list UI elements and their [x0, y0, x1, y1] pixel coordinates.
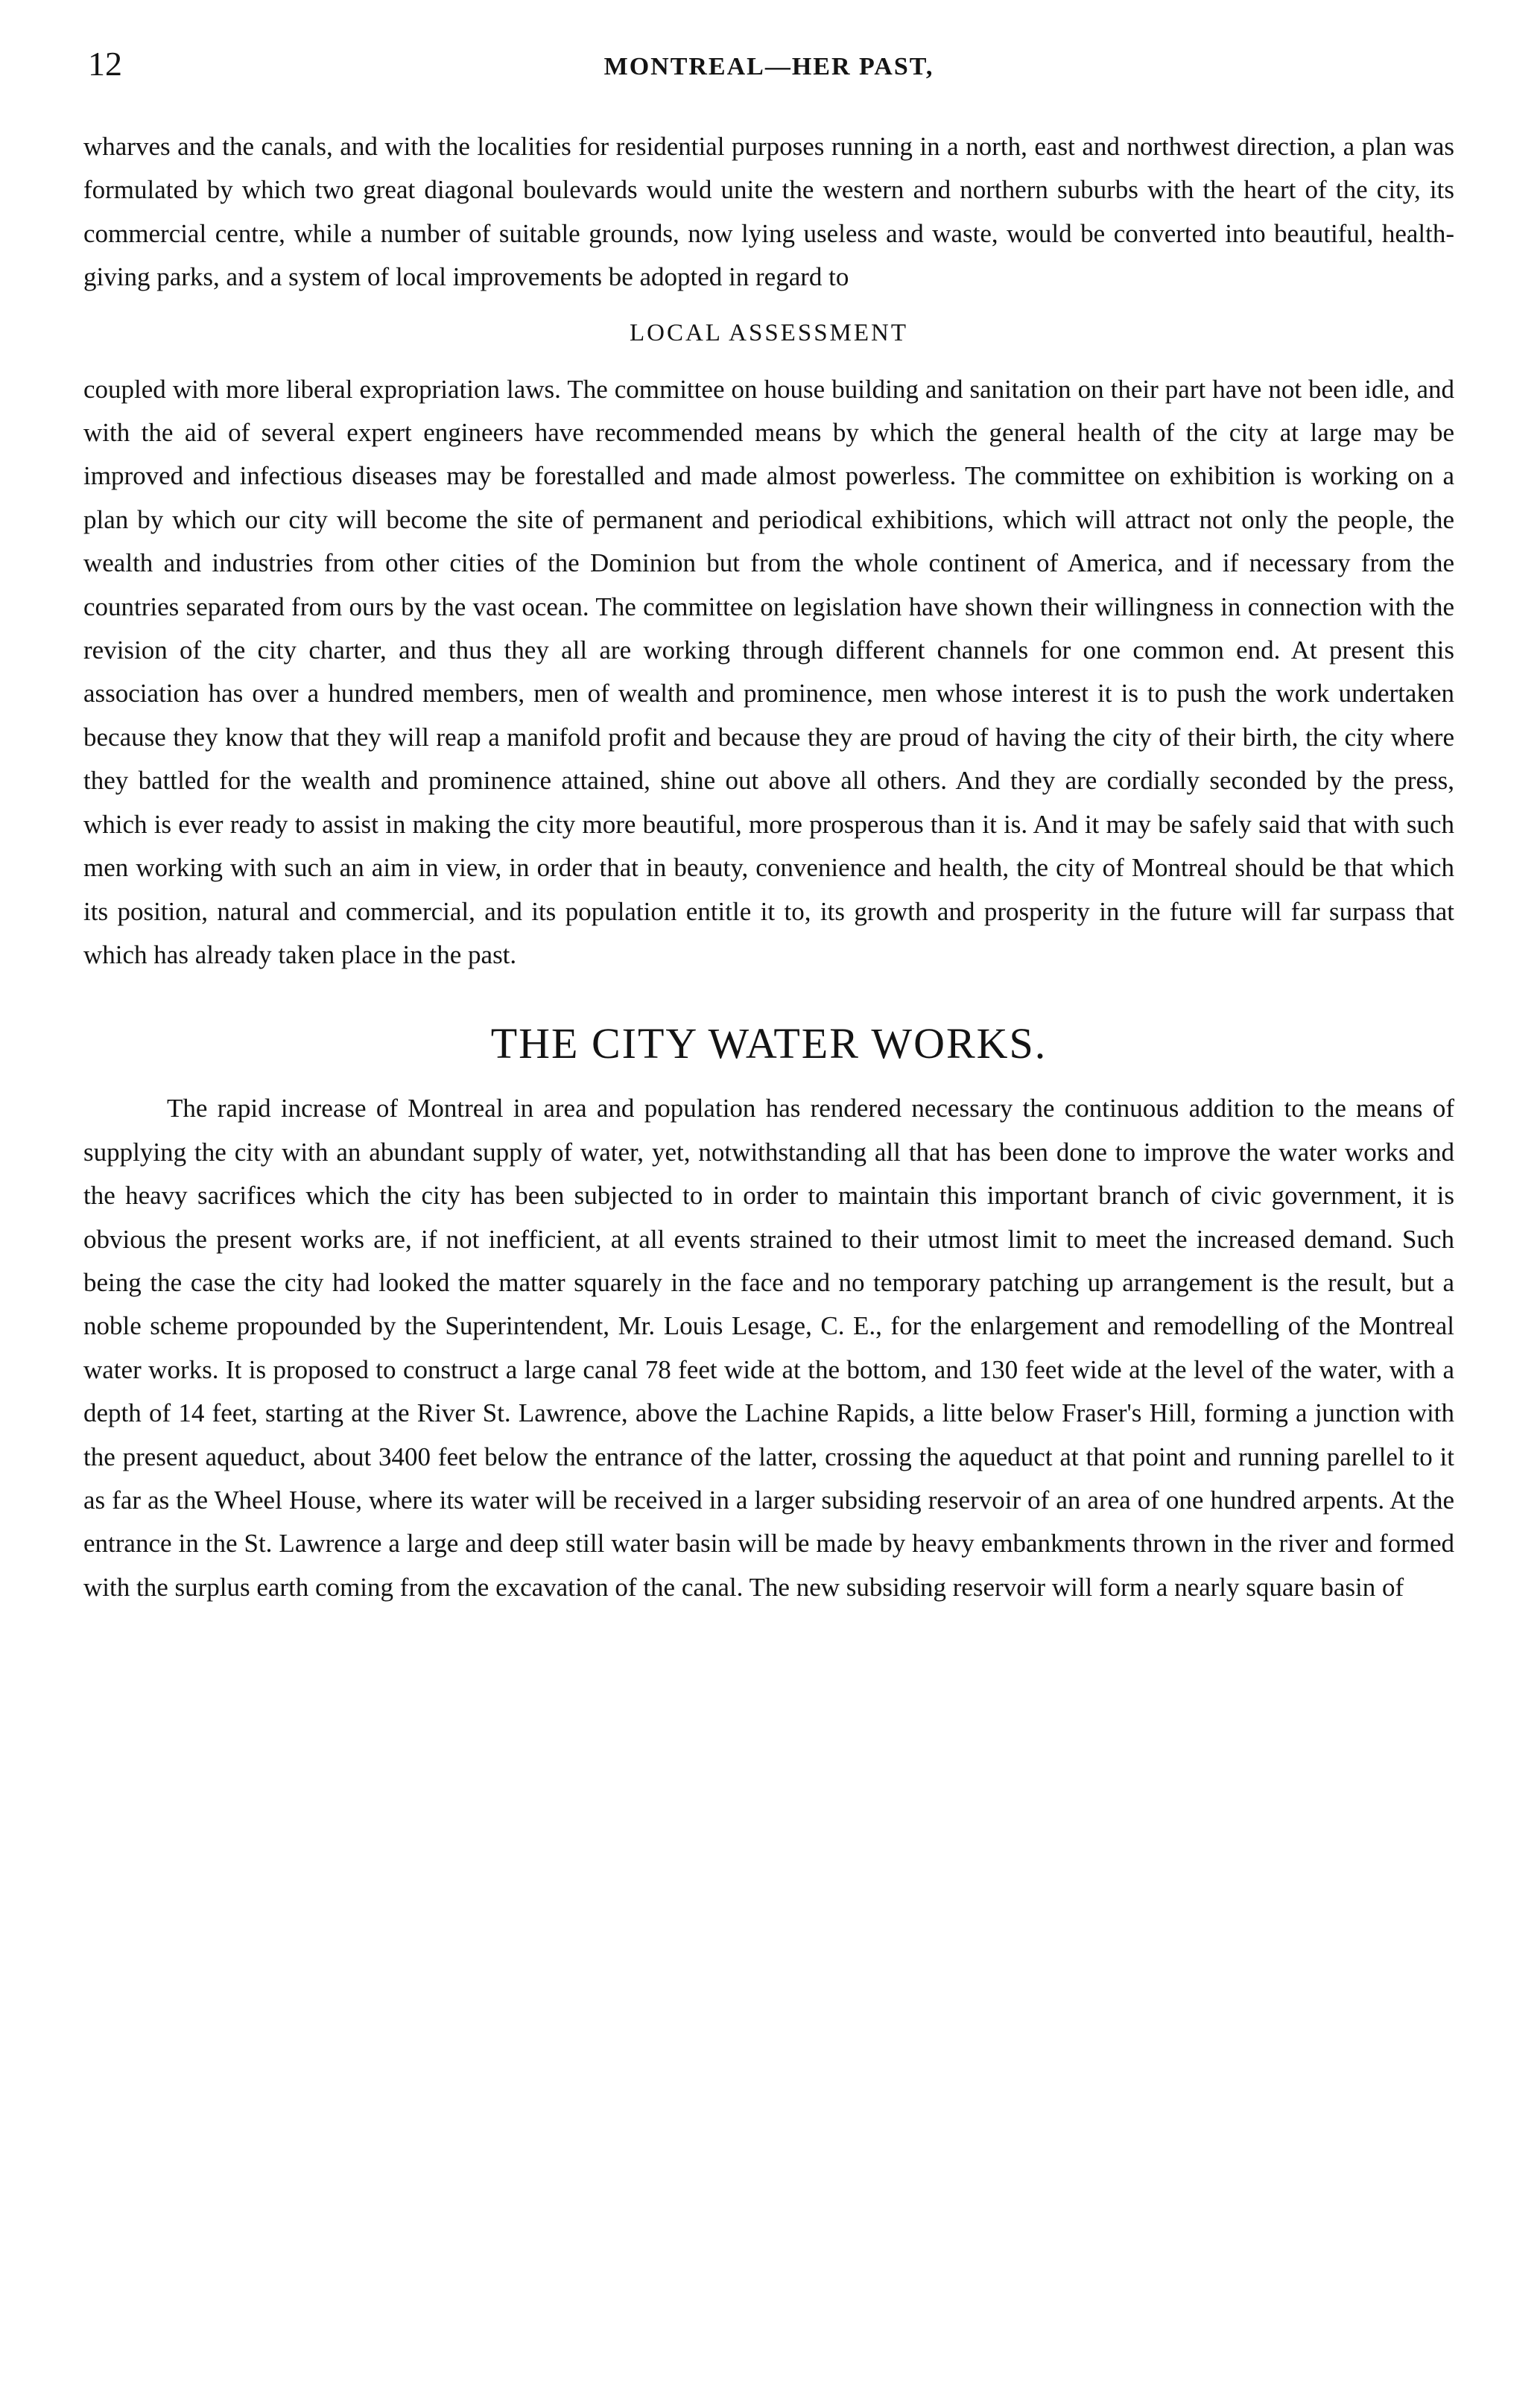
subheading-local-assessment: LOCAL ASSESSMENT [629, 319, 909, 346]
page-number: 12 [88, 45, 122, 83]
running-head [83, 42, 1454, 86]
running-title: MONTREAL—HER PAST, [603, 53, 934, 80]
paragraph-committees: coupled with more liberal expropriation laws. The committee on house building and sanitation on their part have not been idle, and with the aid of several expert engineers have recommended means by which the general health of the city at large may be improved and infectious diseases may be forestalled and made almost powerless. The committee on exhibition is working on a plan by which our city will become the site of permanent and periodical exhibitions, which will attract not only the people, the wealth and industries from other cities of the Dominion but from the whole continent of America, and if necessary from the countries separated from ours by the vast ocean. The committee on legislation have shown their willingness in connection with the revision of the city charter, and thus they all are working through different channels for one common end. At present this association has over a hundred members, men of wealth and prominence, men whose interest it is to push the work undertaken because they know that they will reap a manifold profit and because they are proud of having the city of their birth, the city where they battled for the wealth and prominence attained, shine out above all others. And they are cordially seconded by the press, which is ever ready to assist in making the city more beautiful, more prosperous than it is. And it may be safely said that with such men working with such an aim in view, in order that in beauty, convenience and health, the city of Montreal should be that which its position, natural and commercial, and its population entitle it to, its growth and prosperity in the future will far surpass that which has already taken place in the past. [83, 374, 1454, 969]
paragraph-continued: wharves and the canals, and with the localities for residential purposes running in a north, east and northwest direction, a plan was formulated by which two great diagonal boulevards would unite the western and northern suburbs with the heart of the city, its commercial centre, while a number of suitable grounds, now lying useless and waste, would be converted into beautiful, health-giving parks, and a system of local improvements be adopted in regard to [83, 132, 1454, 292]
paragraph-water-works: The rapid increase of Montreal in area and population has rendered necessary the continuous addition to the means of supplying the city with an abundant supply of water, yet, notwithstanding all that has been done to improve the water works and the heavy sacrifices which the city has been subjected to in order to maintain this important branch of civic government, it is obvious the present works are, if not inefficient, at all events strained to their utmost limit to meet the increased demand. Such being the case the city had looked the matter squarely in the face and no temporary patching up arrangement is the result, but a noble scheme propounded by the Superintendent, Mr. Louis Lesage, C. E., for the enlargement and remodelling of the Montreal water works. It is proposed to construct a large canal 78 feet wide at the bottom, and 130 feet wide at the level of the water, with a depth of 14 feet, starting at the River St. Lawrence, above the Lachine Rapids, a litte below Fraser's Hill, forming a junction with the present aqueduct, about 3400 feet below the entrance of the latter, crossing the aqueduct at that point and running parellel to it as far as the Wheel House, where its water will be received in a larger subsiding reservoir of an area of one hundred arpents. At the entrance in the St. Lawrence a large and deep still water basin will be made by heavy embankments thrown in the river and formed with the surplus earth coming from the excavation of the canal. The new subsiding reservoir will form a nearly square basin of [83, 1094, 1454, 1602]
page [83, 42, 1454, 1609]
section-title: THE CITY WATER WORKS. [490, 1019, 1048, 1068]
